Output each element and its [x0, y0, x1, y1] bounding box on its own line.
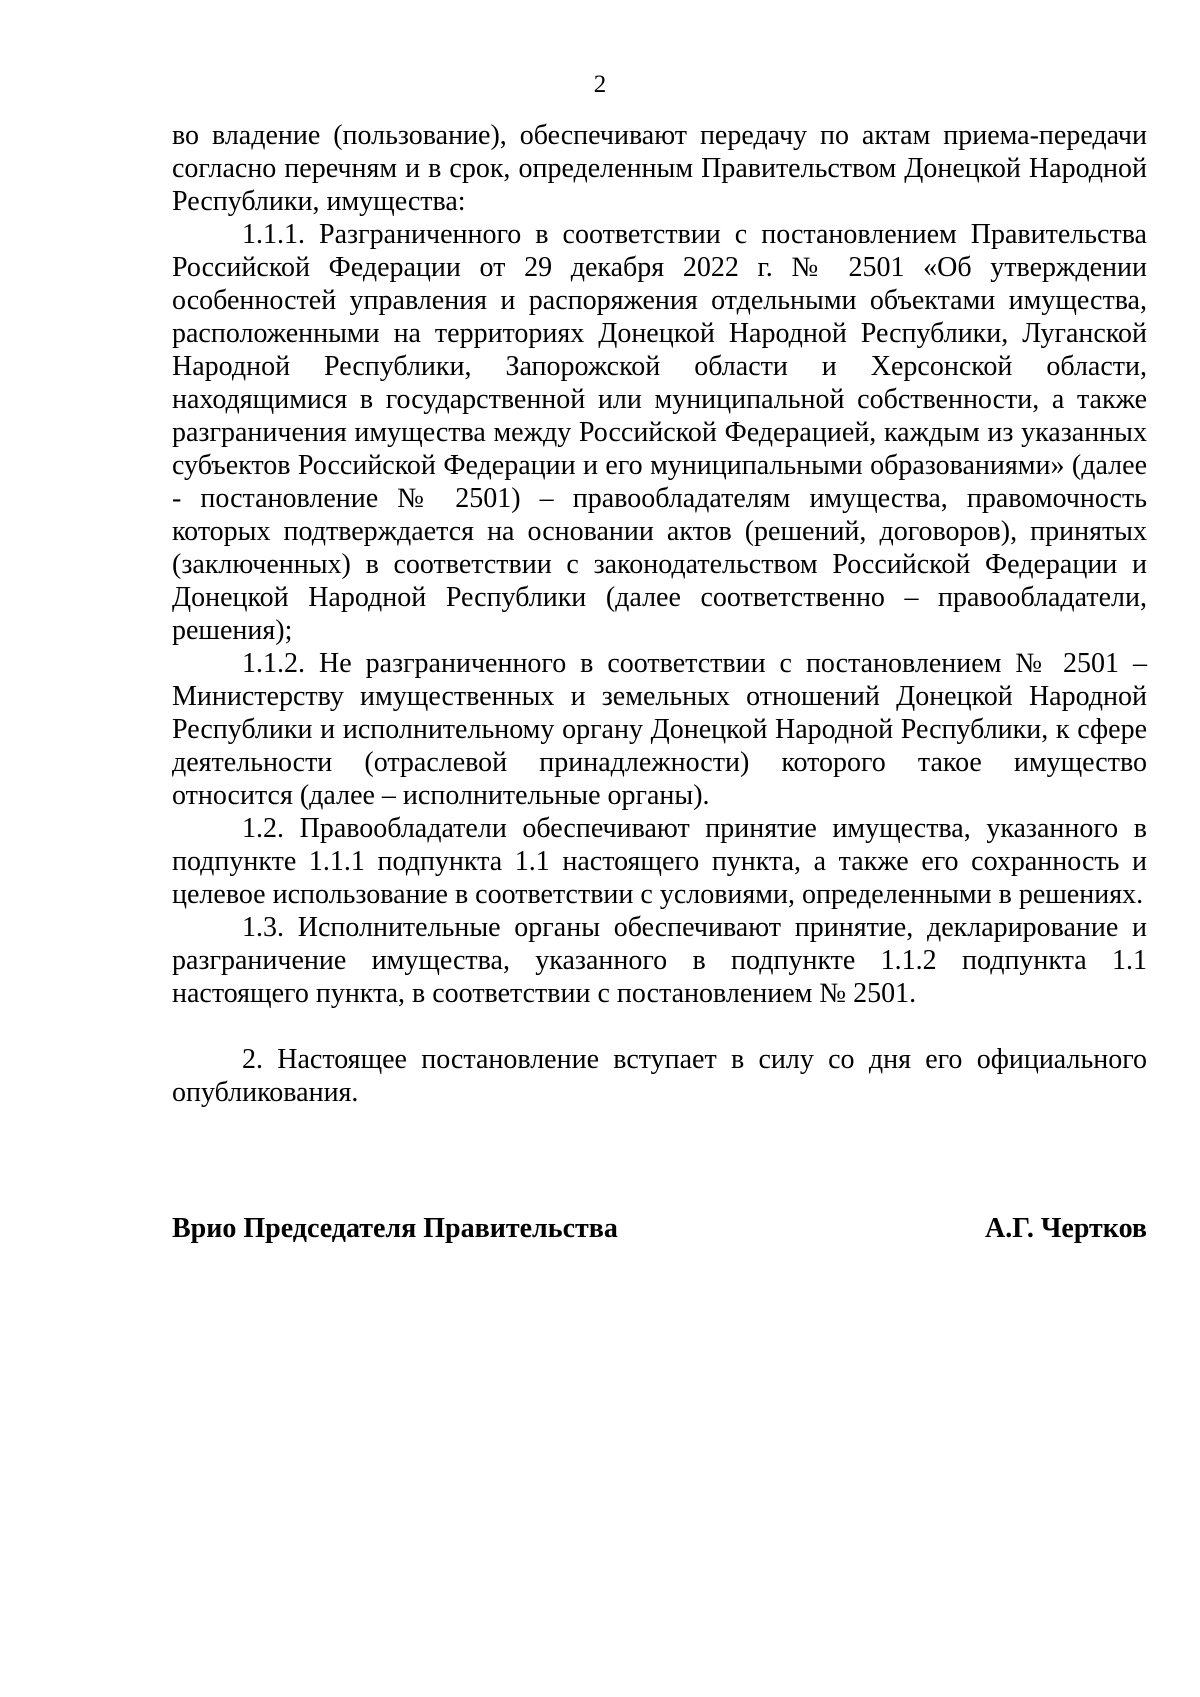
paragraph-1-2: 1.2. Правообладатели обеспечивают принятие имущества, указанного в подпункте 1.1.1 подпункта 1.1 настоящего пункта, а также его сохранность и целевое использование в соответствии с условиями, определенными в решениях.: [172, 813, 1147, 910]
paragraph-continuation: во владение (пользование), обеспечивают передачу по актам приема-передачи согласно перечням и в срок, определенным Правительством Донецкой Народной Республики, имущества:: [172, 120, 1147, 217]
signature-block: [172, 1212, 1147, 1246]
paragraph-1-1-2: 1.1.2. Не разграниченного в соответствии с постановлением № 2501 – Министерству имущественных и земельных отношений Донецкой Народной Республики и исполнительному органу Донецкой Народной Республики, к сфере деятельности (отраслевой принадлежности) которого такое имущество относится (далее – исполнительные органы).: [172, 648, 1147, 811]
paragraph-1-1-1: 1.1.1. Разграниченного в соответствии с постановлением Правительства Российской Федерации от 29 декабря 2022 г. № 2501 «Об утверждении особенностей управления и распоряжения отдельными объектами имущества, расположенными на территориях Донецкой Народной Республики, Луганской Народной Республики, Запорожской области и Херсонской области, находящимися в государственной или муниципальной собственности, а также разграничения имущества между Российской Федерацией, каждым из указанных субъектов Российской Федерации и его муниципальными образованиями» (далее - постановление № 2501) – правообладателям имущества, правомочность которых подтверждается на основании актов (решений, договоров), принятых (заключенных) в соответствии с законодательством Российской Федерации и Донецкой Народной Республики (далее соответственно – правообладатели, решения);: [172, 219, 1147, 646]
paragraph-1-3: 1.3. Исполнительные органы обеспечивают принятие, декларирование и разграничение имущества, указанного в подпункте 1.1.2 подпункта 1.1 настоящего пункта, в соответствии с постановлением № 2501.: [172, 912, 1147, 1009]
page-number: 2: [593, 71, 607, 98]
paragraph-2: 2. Настоящее постановление вступает в силу со дня его официального опубликования.: [172, 1044, 1147, 1108]
signatory-position: Врио Председателя Правительства: [172, 1213, 618, 1244]
signatory-name: А.Г. Чертков: [985, 1213, 1147, 1244]
document-body: [172, 119, 1147, 1109]
